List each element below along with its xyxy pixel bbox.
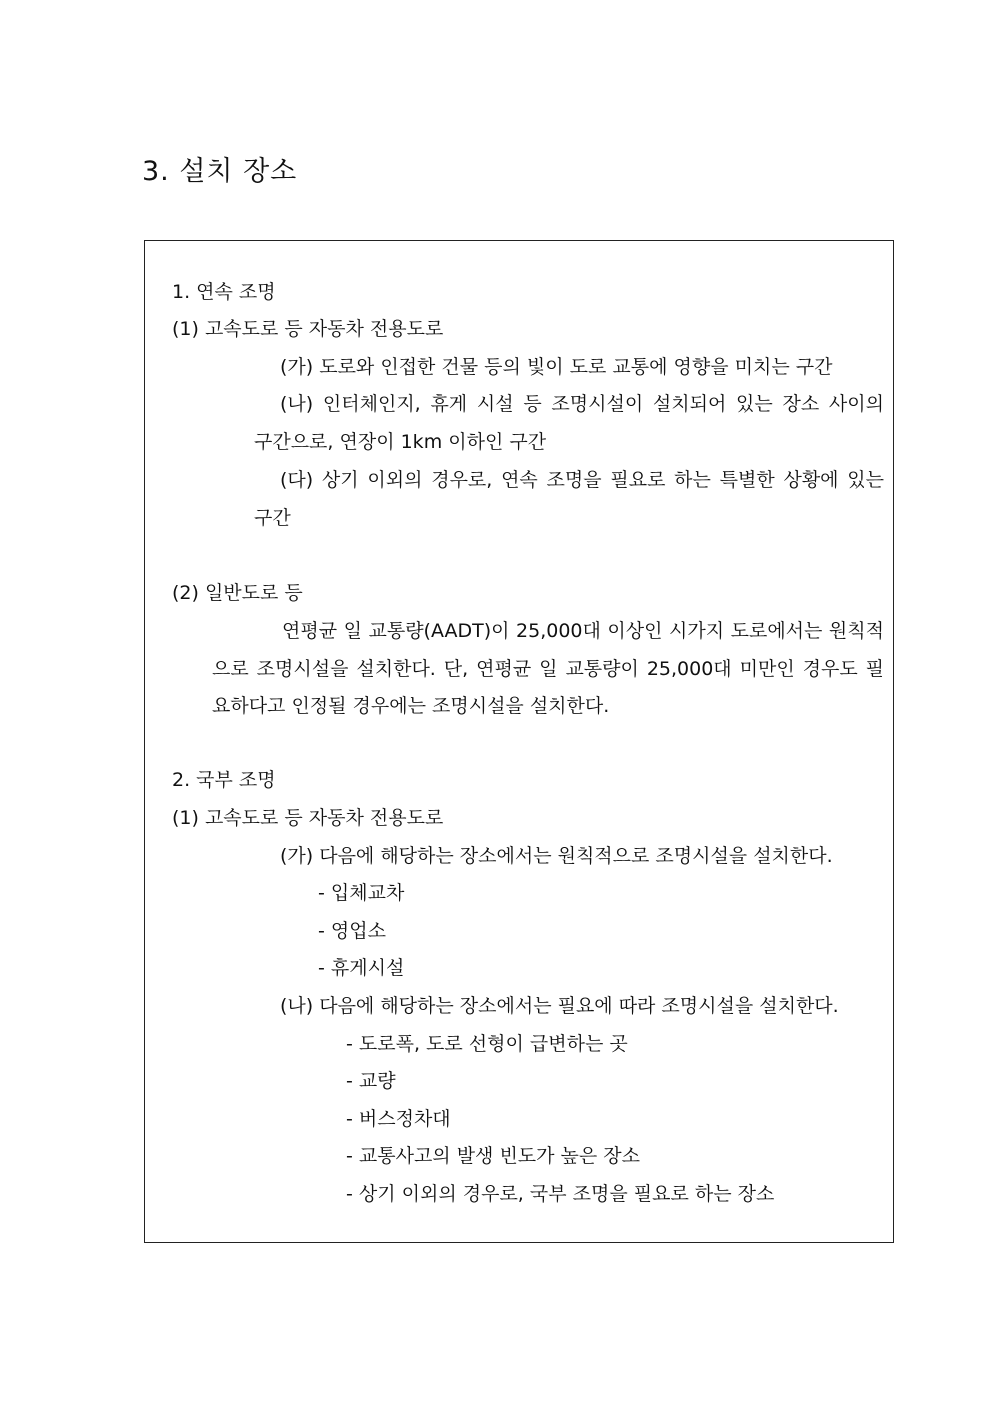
page-heading: 3. 설치 장소 (142, 156, 298, 187)
local-ga-list-item: - 휴게시설 (318, 957, 405, 979)
local-ga-list-item: - 입체교차 (318, 882, 405, 904)
local-na-list-item: - 교량 (346, 1070, 396, 1092)
section-local-title: 2. 국부 조명 (172, 769, 276, 791)
continuous-general-road-line2: 으로 조명시설을 설치한다. 단, 연평균 일 교통량이 25,000대 미만인 경우도 필 (212, 658, 884, 680)
continuous-general-road-title: (2) 일반도로 등 (172, 582, 303, 604)
continuous-expressway-item-na-line1: (나) 인터체인지, 휴게 시설 등 조명시설이 설치되어 있는 장소 사이의 (280, 393, 884, 415)
local-na-list-item: - 버스정차대 (346, 1108, 451, 1130)
local-na-list-item: - 교통사고의 발생 빈도가 높은 장소 (346, 1145, 641, 1167)
continuous-expressway-item-da-line1: (다) 상기 이외의 경우로, 연속 조명을 필요로 하는 특별한 상황에 있는 (280, 469, 884, 491)
local-expressway-title: (1) 고속도로 등 자동차 전용도로 (172, 807, 444, 829)
continuous-expressway-item-na-line2: 구간으로, 연장이 1km 이하인 구간 (254, 431, 547, 453)
local-expressway-item-ga: (가) 다음에 해당하는 장소에서는 원칙적으로 조명시설을 설치한다. (280, 845, 833, 867)
section-continuous-title: 1. 연속 조명 (172, 281, 276, 303)
local-expressway-item-na: (나) 다음에 해당하는 장소에서는 필요에 따라 조명시설을 설치한다. (280, 995, 839, 1017)
continuous-expressway-item-da-line2: 구간 (254, 507, 291, 529)
local-na-list-item: - 도로폭, 도로 선형이 급변하는 곳 (346, 1033, 628, 1055)
continuous-expressway-item-ga: (가) 도로와 인접한 건물 등의 빛이 도로 교통에 영향을 미치는 구간 (280, 356, 833, 378)
continuous-general-road-line3: 요하다고 인정될 경우에는 조명시설을 설치한다. (212, 695, 610, 717)
local-ga-list-item: - 영업소 (318, 920, 386, 942)
continuous-expressway-title: (1) 고속도로 등 자동차 전용도로 (172, 318, 444, 340)
local-na-list-item: - 상기 이외의 경우로, 국부 조명을 필요로 하는 장소 (346, 1183, 775, 1205)
continuous-general-road-line1: 연평균 일 교통량(AADT)이 25,000대 이상인 시가지 도로에서는 원칙적 (282, 620, 884, 642)
